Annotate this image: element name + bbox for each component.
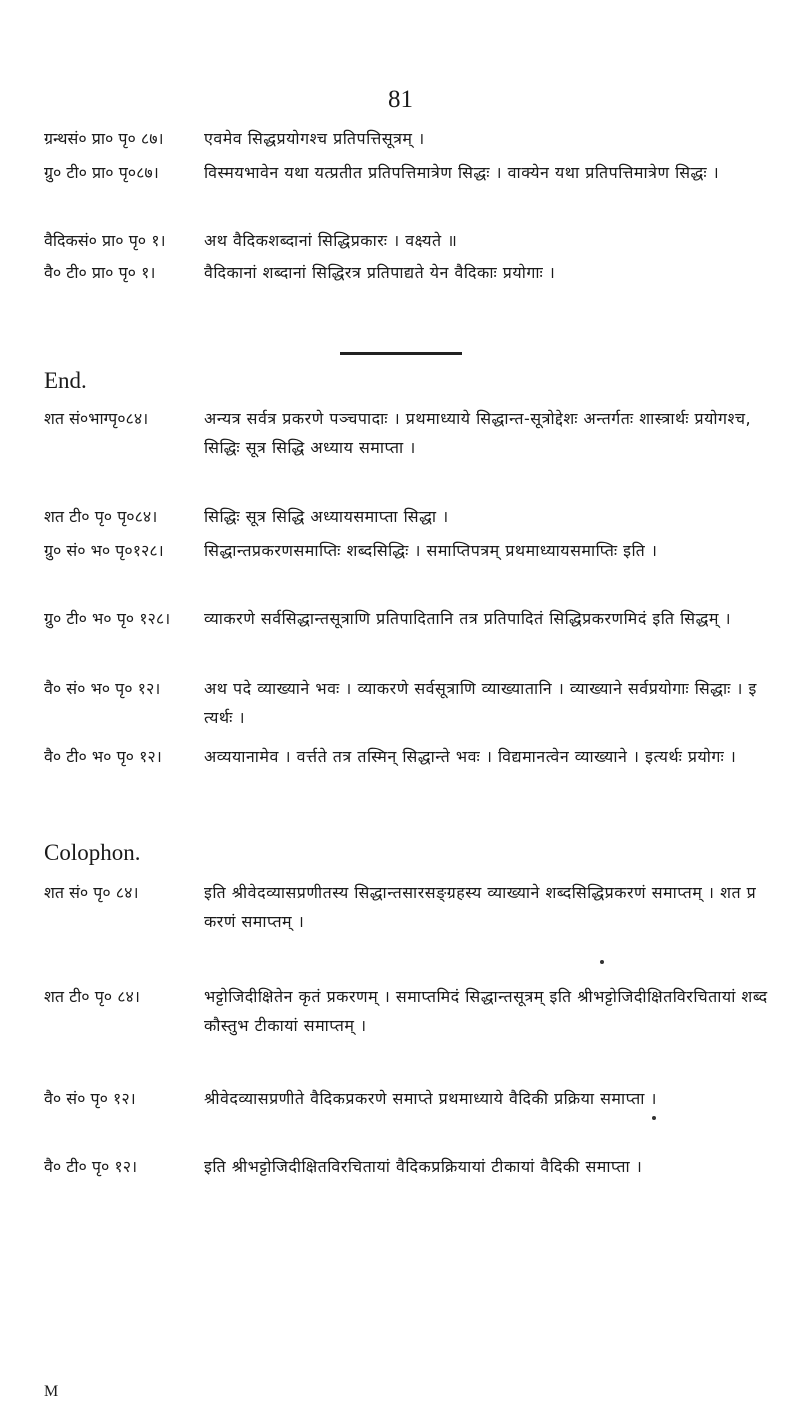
entry-reference: शत सं०भाग्पृ०८४।	[44, 409, 149, 428]
end-entry-6	[44, 742, 768, 771]
end-entry-5	[44, 674, 768, 732]
colophon-heading: Colophon.	[44, 840, 141, 865]
top-entry-1	[44, 124, 768, 153]
entry-reference: शत सं० पृ० ८४।	[44, 883, 139, 902]
entry-reference: ग्रन्थसं० प्रा० पृ० ८७।	[44, 129, 164, 148]
entry-text: इति श्रीभट्टोजिदीक्षितविरचितायां वैदिकप्रक्रियायां टीकायां वैदिकी समाप्ता ।	[204, 1157, 643, 1176]
top-entry-3	[44, 226, 768, 255]
entry-text: भट्टोजिदीक्षितेन कृतं प्रकरणम् । समाप्तमिदं सिद्धान्तसूत्रम् इति श्रीभट्टोजिदीक्षितविरचितायां शब्दकौस्तुभ टीकायां समाप्तम् ।	[204, 987, 768, 1035]
entry-text: वैदिकानां शब्दानां सिद्धिरत्र प्रतिपाद्यते येन वैदिकाः प्रयोगाः ।	[204, 263, 556, 282]
end-heading: End.	[44, 368, 87, 393]
entry-text: अथ पदे व्याख्याने भवः । व्याकरणे सर्वसूत्राणि व्याख्यातानि । व्याख्याने सर्वप्रयोगाः सिद्धाः । इत्यर्थः ।	[204, 679, 757, 727]
entry-text: व्याकरणे सर्वसिद्धान्तसूत्राणि प्रतिपादितानि तत्र प्रतिपादितं सिद्धिप्रकरणमिदं इति सिद्धम् ।	[204, 609, 732, 628]
entry-reference: वै० टी० पृ० १२।	[44, 1157, 138, 1176]
printer-signature-mark: M	[44, 1383, 59, 1400]
entry-reference: वै० सं० भ० पृ० १२।	[44, 679, 161, 698]
end-entry-3	[44, 536, 768, 565]
end-entry-4	[44, 604, 768, 633]
entry-reference: वै० सं० पृ० १२।	[44, 1089, 136, 1108]
end-entry-1	[44, 404, 768, 462]
end-entry-2	[44, 502, 768, 531]
entry-reference: ग्रु० सं० भ० पृ०१२८।	[44, 541, 164, 560]
entry-text: सिद्धान्तप्रकरणसमाप्तिः शब्दसिद्धिः । समाप्तिपत्रम् प्रथमाध्यायसमाप्तिः इति ।	[204, 541, 658, 560]
entry-text: अव्ययानामेव । वर्त्तते तत्र तस्मिन् सिद्धान्ते भवः । विद्यमानत्वेन व्याख्याने । इत्यर्थः प्रयोगः ।	[204, 747, 737, 766]
colophon-entry-3	[44, 1084, 768, 1113]
entry-text: एवमेव सिद्धप्रयोगश्च प्रतिपत्तिसूत्रम् ।	[204, 129, 425, 148]
ink-speck	[652, 1116, 656, 1120]
page-number: 81	[388, 86, 413, 113]
entry-text: श्रीवेदव्यासप्रणीते वैदिकप्रकरणे समाप्ते प्रथमाध्याये वैदिकी प्रक्रिया समाप्ता ।	[204, 1089, 657, 1108]
entry-reference: वै० टी० प्रा० पृ० १।	[44, 263, 156, 282]
colophon-entry-1	[44, 878, 768, 936]
entry-text: सिद्धिः सूत्र सिद्धि अध्यायसमाप्ता सिद्धा ।	[204, 507, 449, 526]
colophon-entry-2	[44, 982, 768, 1040]
colophon-entry-4	[44, 1152, 768, 1181]
entry-reference: वै० टी० भ० पृ० १२।	[44, 747, 162, 766]
entry-text: इति श्रीवेदव्यासप्रणीतस्य सिद्धान्तसारसङ्ग्रहस्य व्याख्याने शब्दसिद्धिप्रकरणं समाप्तम् । शत प्रकरणं समाप्तम् ।	[204, 883, 757, 931]
entry-reference: शत टी० पृ० ८४।	[44, 987, 140, 1006]
section-divider	[340, 352, 462, 355]
ink-speck	[600, 960, 604, 964]
top-entry-4	[44, 258, 768, 287]
entry-reference: ग्रु० टी० भ० पृ० १२८।	[44, 609, 171, 628]
entry-text: अन्यत्र सर्वत्र प्रकरणे पञ्चपादाः । प्रथमाध्याये सिद्धान्त-सूत्रोद्देशः अन्तर्गतः शास्त्रार्थः प्रयोगश्च, सिद्धिः सूत्र सिद्धि अध्याय समाप्ता ।	[204, 409, 752, 457]
entry-text: अथ वैदिकशब्दानां सिद्धिप्रकारः । वक्ष्यते ॥	[204, 231, 458, 250]
entry-reference: ग्रु० टी० प्रा० पृ०८७।	[44, 163, 159, 182]
entry-reference: वैदिकसं० प्रा० पृ० १।	[44, 231, 166, 250]
entry-text: विस्मयभावेन यथा यत्प्रतीत प्रतिपत्तिमात्रेण सिद्धः । वाक्येन यथा प्रतिपत्तिमात्रेण सिद्धः ।	[204, 163, 720, 182]
top-entry-2	[44, 158, 768, 187]
entry-reference: शत टी० पृ० पृ०८४।	[44, 507, 158, 526]
